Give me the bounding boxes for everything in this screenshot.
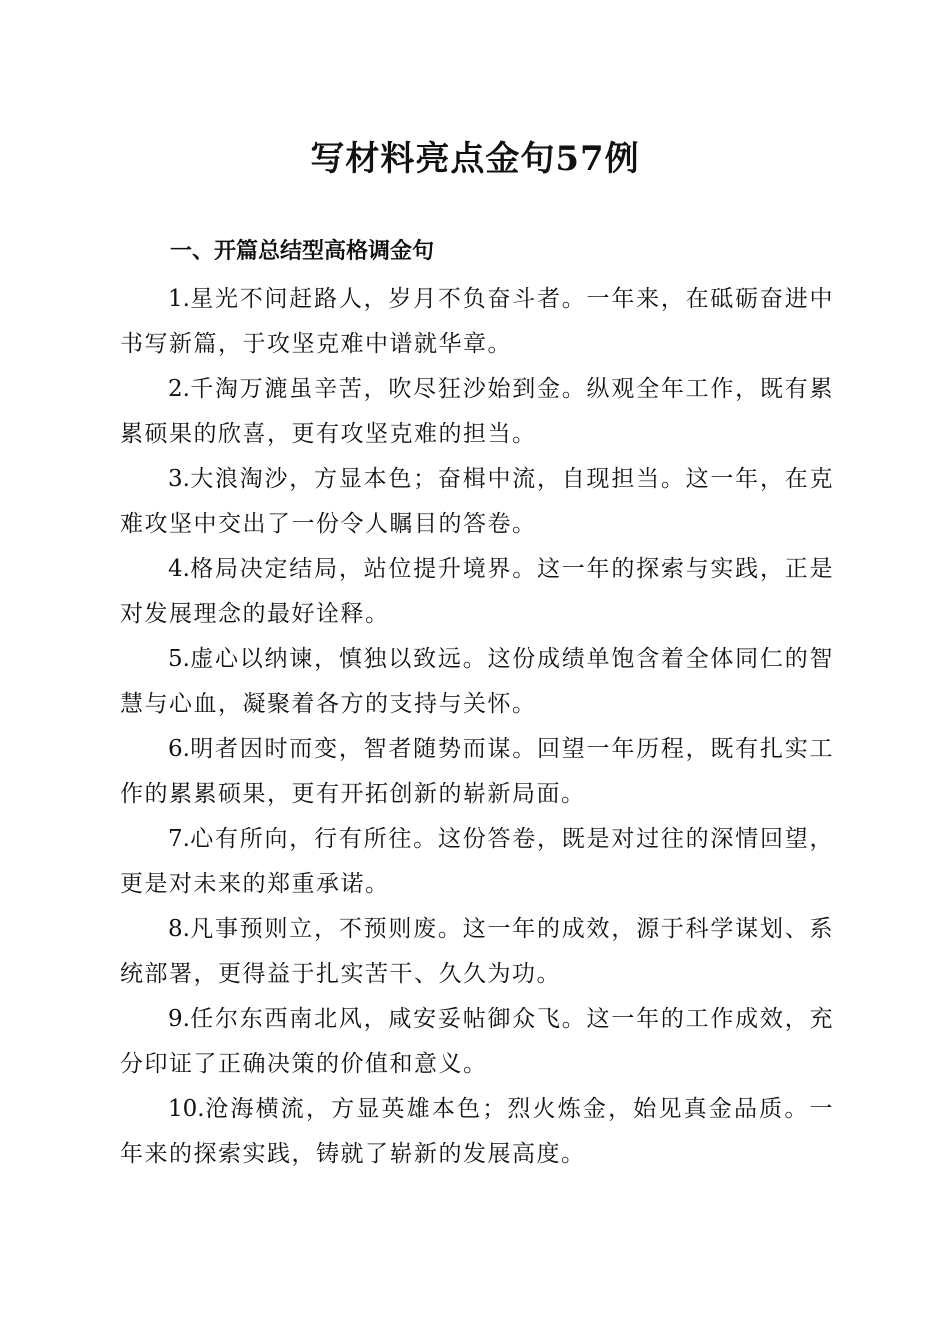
- quote-text: 任尔东西南北风，咸安妥帖御众飞。这一年的工作成效，充分印证了正确决策的价值和意义。: [120, 1006, 834, 1077]
- quote-item-4: [120, 547, 834, 637]
- quote-item-5: [120, 637, 834, 727]
- quote-item-2: [120, 367, 834, 457]
- quote-text: 凡事预则立，不预则废。这一年的成效，源于科学谋划、系统部署，更得益于扎实苦干、久久为功。: [120, 916, 834, 987]
- quote-number: 8.: [168, 916, 190, 942]
- quote-number: 3.: [168, 466, 190, 492]
- quote-text: 虚心以纳谏，慎独以致远。这份成绩单饱含着全体同仁的智慧与心血，凝聚着各方的支持与关怀。: [120, 646, 834, 717]
- quote-text: 心有所向，行有所往。这份答卷，既是对过往的深情回望，更是对未来的郑重承诺。: [120, 826, 834, 897]
- quote-number: 2.: [168, 376, 190, 402]
- quote-number: 1.: [168, 286, 190, 312]
- quote-item-7: [120, 817, 834, 907]
- quote-number: 5.: [168, 646, 190, 672]
- quote-text: 明者因时而变，智者随势而谋。回望一年历程，既有扎实工作的累累硕果，更有开拓创新的崭新局面。: [120, 736, 834, 807]
- quote-text: 沧海横流，方显英雄本色；烈火炼金，始见真金品质。一年来的探索实践，铸就了崭新的发展高度。: [120, 1096, 834, 1167]
- quote-item-10: [120, 1087, 834, 1177]
- quote-item-1: [120, 277, 834, 367]
- quote-item-8: [120, 907, 834, 997]
- quote-item-3: [120, 457, 834, 547]
- quote-item-9: [120, 997, 834, 1087]
- quote-number: 6.: [168, 736, 190, 762]
- quote-text: 格局决定结局，站位提升境界。这一年的探索与实践，正是对发展理念的最好诠释。: [120, 556, 834, 627]
- quote-item-6: [120, 727, 834, 817]
- quote-text: 大浪淘沙，方显本色；奋楫中流，自现担当。这一年，在克难攻坚中交出了一份令人瞩目的答卷。: [120, 466, 834, 537]
- quote-text: 星光不问赶路人，岁月不负奋斗者。一年来，在砥砺奋进中书写新篇，于攻坚克难中谱就华章。: [120, 286, 834, 357]
- section-heading: 一、开篇总结型高格调金句: [170, 239, 435, 264]
- quote-text: 千淘万漉虽辛苦，吹尽狂沙始到金。纵观全年工作，既有累累硕果的欣喜，更有攻坚克难的担当。: [120, 376, 834, 447]
- document-title: 写材料亮点金句57例: [310, 139, 640, 179]
- quote-number: 4.: [168, 556, 190, 582]
- quote-list: [120, 277, 834, 1177]
- quote-number: 7.: [168, 826, 190, 852]
- quote-number: 10.: [168, 1096, 205, 1122]
- quote-number: 9.: [168, 1006, 190, 1032]
